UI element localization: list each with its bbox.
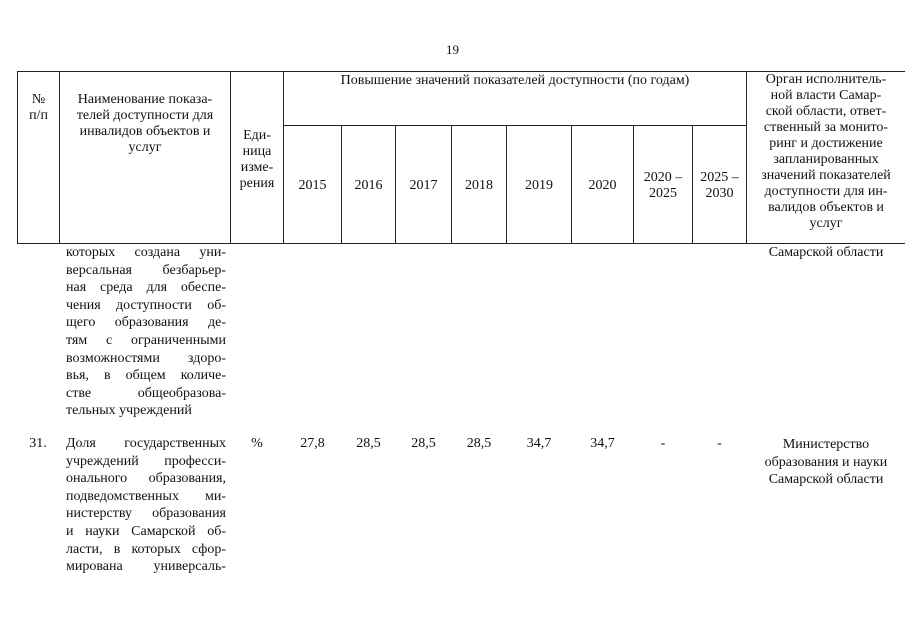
header-group-title: Повышение значений показателей доступности (по годам) (340, 73, 690, 88)
row-31-value-2020: 34,7 (590, 436, 615, 451)
row-31-value-2015: 27,8 (300, 436, 325, 451)
header-years-2020-2025: 2020 – 2025 (643, 170, 683, 201)
row-31-value-2017: 28,5 (411, 436, 436, 451)
header-year-2020: 2020 (588, 178, 617, 193)
header-year-2019: 2019 (525, 178, 553, 193)
row-31-value-2025-2030: - (717, 436, 722, 451)
header-years-2025-2030: 2025 – 2030 (700, 170, 739, 201)
group-header-divider (283, 125, 746, 126)
col-border (283, 71, 284, 244)
row-31-authority: Министерство образования и науки Самарской области (764, 437, 888, 488)
row-31-indicator-name: Доля государственных учреждений професси- онального образования, подведомственных ми- нистерству образования и науки Самарской об- ласти, в которых сфор- мирована универсаль- (66, 436, 226, 575)
row-31-number: 31. (29, 436, 47, 451)
header-responsible-authority: Орган исполнитель- ной власти Самар- ской области, ответ- ственный за монито- ринг и достижение запланированных значений показателей доступности для ин- валидов объектов и услуг (761, 72, 891, 231)
row-31-value-2020-2025: - (660, 436, 666, 451)
header-indicator-name: Наименование показа- телей доступности для инвалидов объектов и услуг (76, 92, 214, 155)
page-number: 19 (446, 42, 459, 57)
header-no: № п/п (29, 92, 48, 123)
row-31-value-2018: 28,5 (466, 436, 492, 451)
row-31-value-2016: 28,5 (356, 436, 381, 451)
row-31-value-2019: 34,7 (526, 436, 552, 451)
header-unit: Еди- ница изме- рения (239, 128, 275, 191)
continued-authority: Самарской области (768, 245, 884, 260)
header-year-2015: 2015 (298, 178, 327, 193)
header-year-2018: 2018 (465, 178, 493, 193)
continued-indicator-name: которых создана уни- версальная безбарьер- ная среда для обеспе- чения доступности об- щего образования де- тям с ограниченными возможностями здоро- вья, в общем количе- стве общеобразова- тельных учреждений (66, 245, 226, 419)
header-year-2017: 2017 (409, 178, 438, 193)
header-year-2016: 2016 (354, 178, 383, 193)
row-31-unit: % (251, 436, 263, 451)
